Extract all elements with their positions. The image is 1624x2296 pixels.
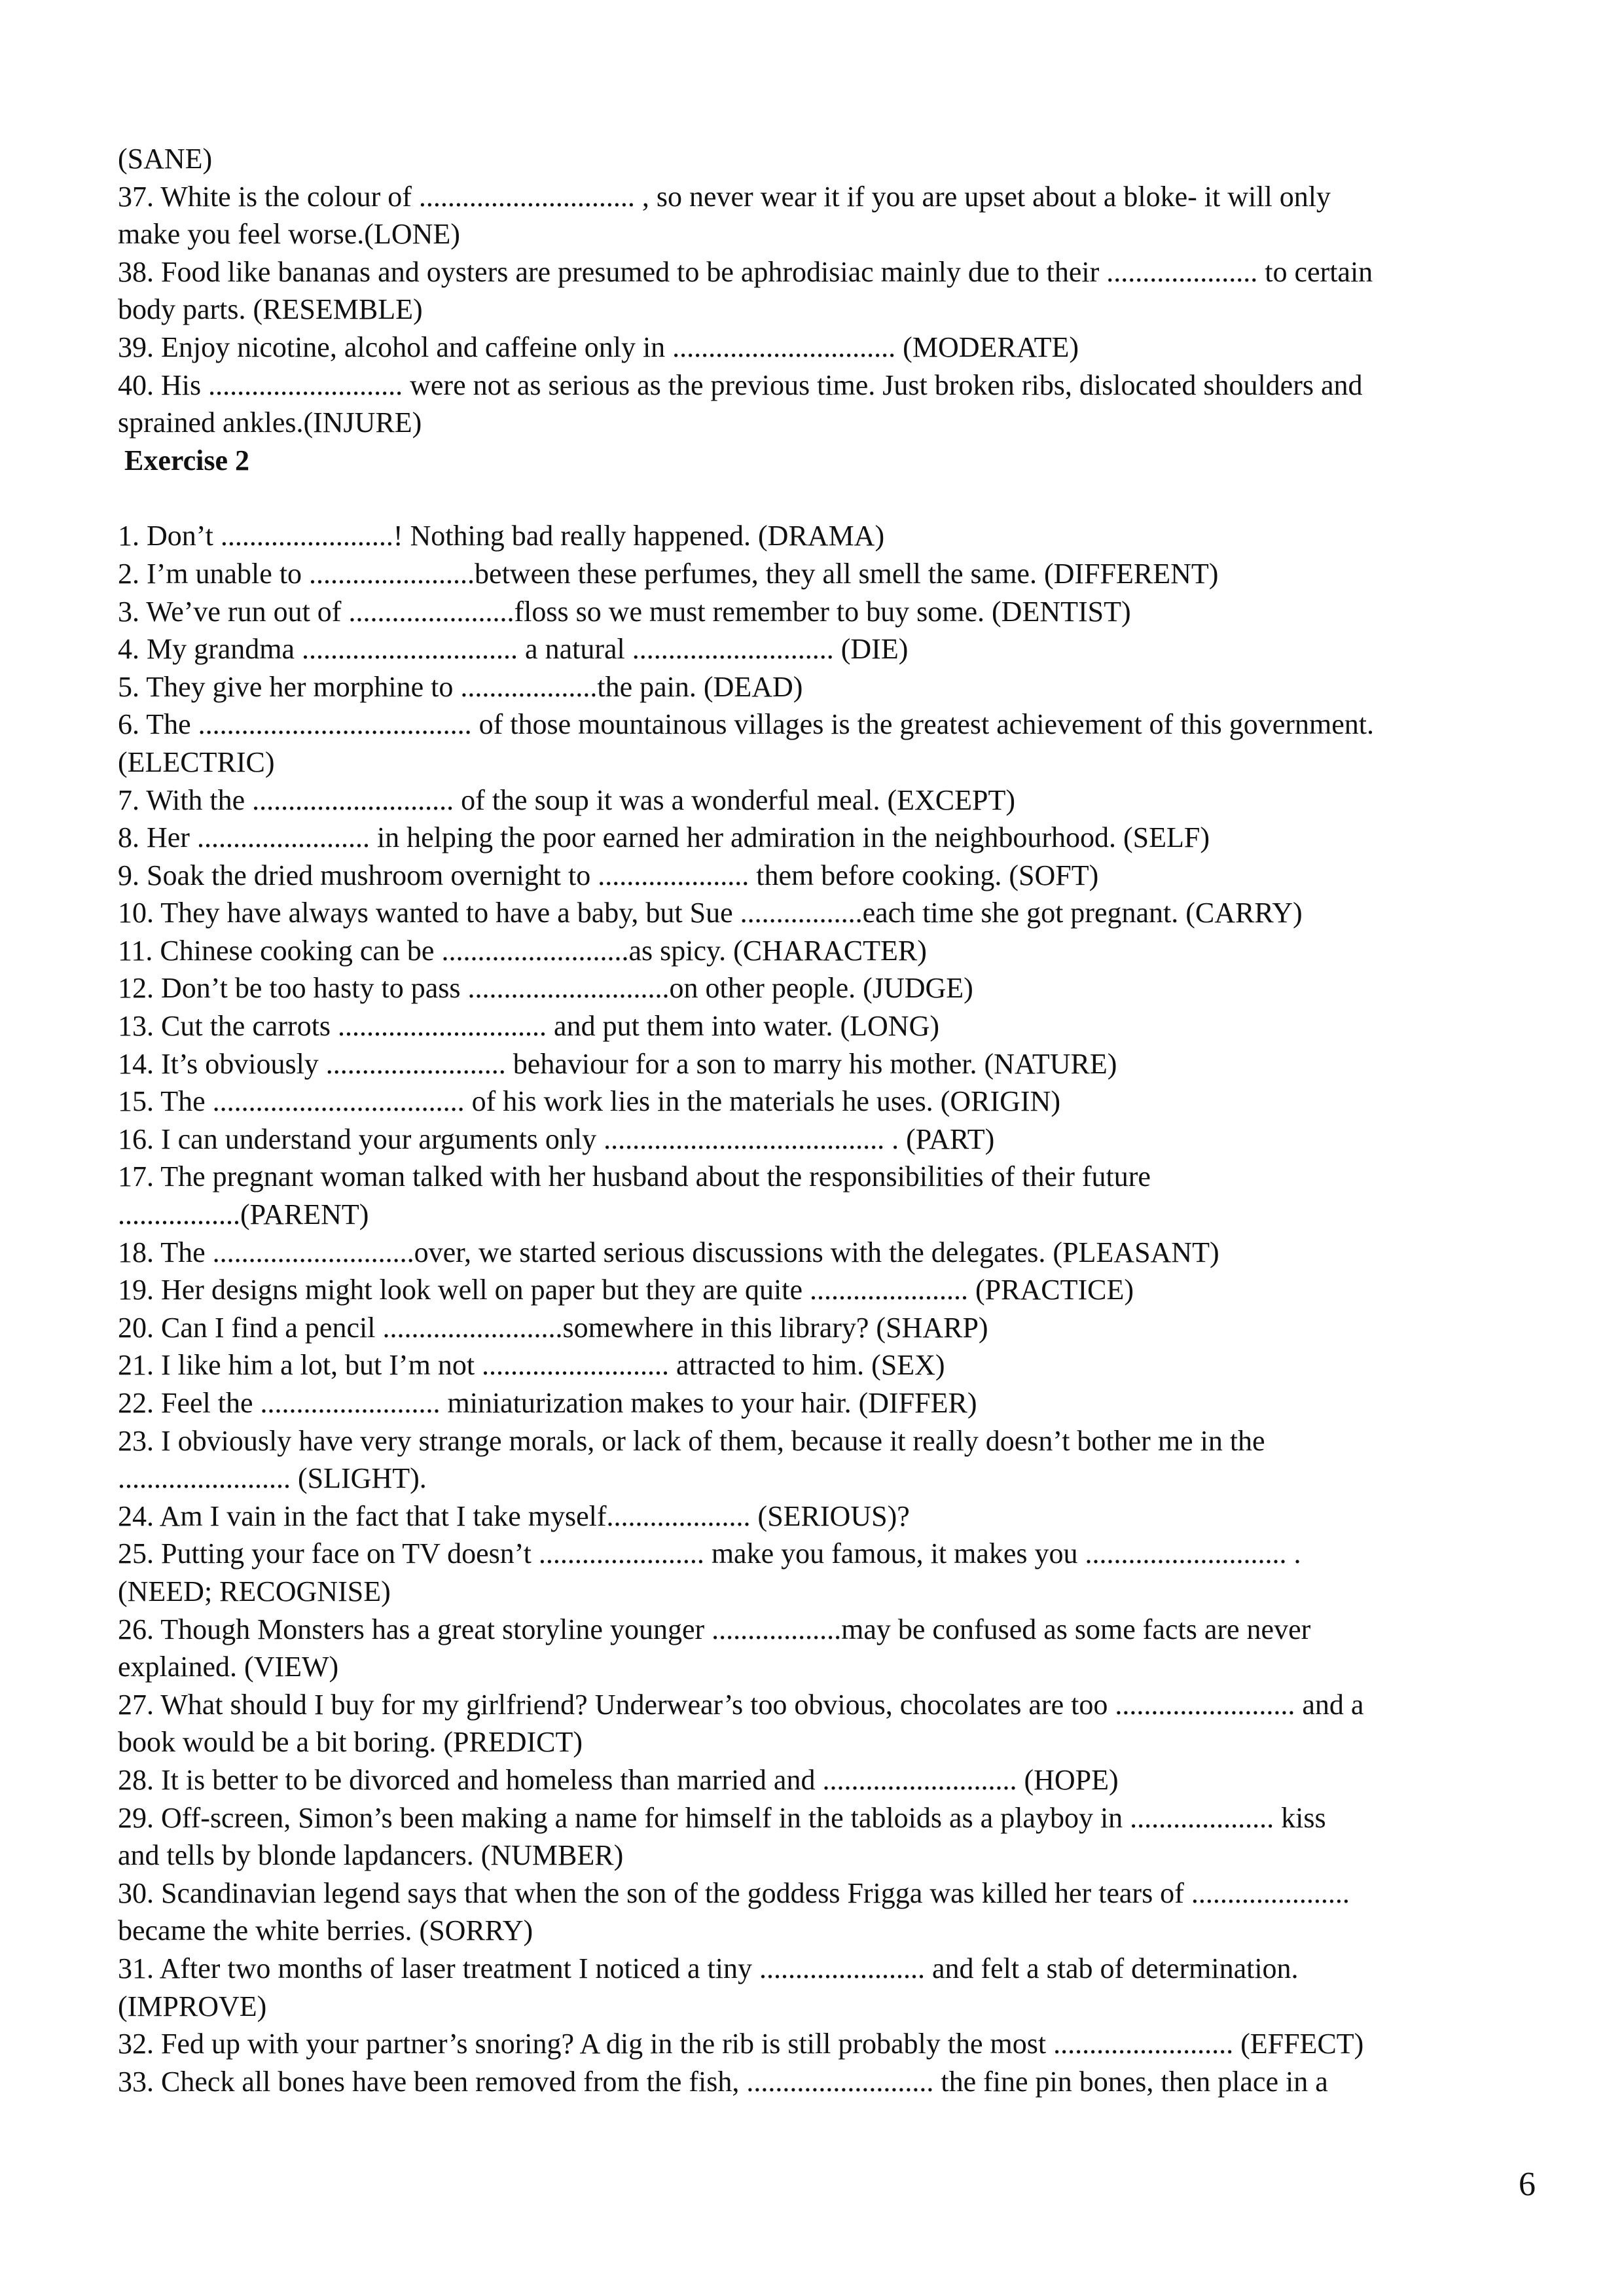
text-line: 1. Don’t ........................! Nothing bad really happened. (DRAMA) [118, 520, 885, 552]
text-line: became the white berries. (SORRY) [118, 1914, 533, 1947]
text-line: 2. I’m unable to .......................between these perfumes, they all smell the same. (DIFFERENT) [118, 557, 1219, 590]
text-line: 29. Off-screen, Simon’s been making a name for himself in the tabloids as a playboy in .................... kiss [118, 1801, 1326, 1834]
text-line: 8. Her ........................ in helping the poor earned her admiration in the neighbourhood. (SELF) [118, 821, 1210, 854]
text-line: 32. Fed up with your partner’s snoring? A dig in the rib is still probably the most ......................... (EFFECT) [118, 2028, 1364, 2060]
text-line: 12. Don’t be too hasty to pass ............................on other people. (JUDGE) [118, 972, 973, 1005]
text-line: 19. Her designs might look well on paper but they are quite ...................... (PRACTICE) [118, 1274, 1134, 1306]
text-line: explained. (VIEW) [118, 1651, 339, 1683]
text-line: 39. Enjoy nicotine, alcohol and caffeine only in ............................... (MODERATE) [118, 331, 1079, 363]
text-line: 33. Check all bones have been removed from the fish, .......................... the fine pin bones, then place in a [118, 2065, 1328, 2098]
text-line: 31. After two months of laser treatment I noticed a tiny ....................... and felt a stab of determination. [118, 1952, 1299, 1984]
text-line: ........................ (SLIGHT). [118, 1462, 427, 1495]
text-line: 28. It is better to be divorced and homeless than married and ........................... (HOPE) [118, 1763, 1119, 1796]
text-line: 20. Can I find a pencil .........................somewhere in this library? (SHARP) [118, 1311, 988, 1344]
text-line: 23. I obviously have very strange morals, or lack of them, because it really doesn’t bother me in the [118, 1424, 1265, 1457]
text-line: (IMPROVE) [118, 1990, 267, 2022]
text-line: (SANE) [118, 143, 213, 175]
text-line: 16. I can understand your arguments only ....................................... . (PART) [118, 1122, 995, 1155]
text-line: book would be a bit boring. (PREDICT) [118, 1726, 583, 1759]
page-number: 6 [1519, 2166, 1536, 2203]
text-line: sprained ankles.(INJURE) [118, 406, 422, 439]
text-line: .................(PARENT) [118, 1198, 369, 1231]
text-line: 15. The ................................... of his work lies in the materials he uses. (ORIGIN) [118, 1085, 1060, 1118]
text-line: 9. Soak the dried mushroom overnight to ..................... them before cooking. (SOFT) [118, 859, 1099, 891]
text-line: (ELECTRIC) [118, 745, 275, 778]
text-line: 22. Feel the ......................... miniaturization makes to your hair. (DIFFER) [118, 1387, 977, 1419]
text-line: (NEED; RECOGNISE) [118, 1575, 391, 1607]
exercise-1-continuation [118, 140, 1558, 442]
text-line: 24. Am I vain in the fact that I take myself.................... (SERIOUS)? [118, 1499, 910, 1532]
text-line: 18. The ............................over, we started serious discussions with the delegates. (PLEASANT) [118, 1236, 1219, 1268]
text-line: 13. Cut the carrots ............................. and put them into water. (LONG) [118, 1010, 940, 1043]
document-page [118, 140, 1558, 2100]
text-line: 14. It’s obviously ......................... behaviour for a son to marry his mother. (NATURE) [118, 1047, 1117, 1080]
text-line: 37. White is the colour of .............................. , so never wear it if you are upset about a bloke- it will only [118, 180, 1331, 213]
text-line: 25. Putting your face on TV doesn’t ....................... make you famous, it makes you ............................ . [118, 1537, 1301, 1570]
text-line: 7. With the ............................ of the soup it was a wonderful meal. (EXCEPT) [118, 783, 1015, 816]
text-line: 3. We’ve run out of .......................floss so we must remember to buy some. (DENTIST) [118, 595, 1131, 628]
text-line: 40. His ........................... were not as serious as the previous time. Just broken ribs, dislocated shoulders and [118, 368, 1363, 401]
text-line: 11. Chinese cooking can be ..........................as spicy. (CHARACTER) [118, 934, 927, 967]
exercise-2-list [118, 517, 1558, 2100]
text-line: make you feel worse.(LONE) [118, 218, 460, 251]
text-line: 5. They give her morphine to ...................the pain. (DEAD) [118, 670, 803, 703]
text-line: 10. They have always wanted to have a baby, but Sue .................each time she got pregnant. (CARRY) [118, 897, 1303, 929]
text-line: 26. Though Monsters has a great storyline younger ..................may be confused as some facts are never [118, 1613, 1311, 1645]
text-line: 30. Scandinavian legend says that when the son of the goddess Frigga was killed her tears of ...................... [118, 1876, 1350, 1909]
text-line: 21. I like him a lot, but I’m not .......................... attracted to him. (SEX) [118, 1349, 945, 1382]
text-line: 27. What should I buy for my girlfriend? Underwear’s too obvious, chocolates are too ......................... and a [118, 1688, 1364, 1721]
text-line: body parts. (RESEMBLE) [118, 293, 423, 326]
text-line: 4. My grandma .............................. a natural ............................ (DIE) [118, 633, 909, 666]
exercise-2-heading: Exercise 2 [124, 444, 250, 476]
text-line: 17. The pregnant woman talked with her husband about the responsibilities of their future [118, 1160, 1151, 1193]
text-line: 38. Food like bananas and oysters are presumed to be aphrodisiac mainly due to their ..................... to certain [118, 255, 1373, 288]
text-line: and tells by blonde lapdancers. (NUMBER) [118, 1839, 624, 1872]
text-line: 6. The ...................................... of those mountainous villages is the greatest achievement of this government. [118, 708, 1374, 741]
